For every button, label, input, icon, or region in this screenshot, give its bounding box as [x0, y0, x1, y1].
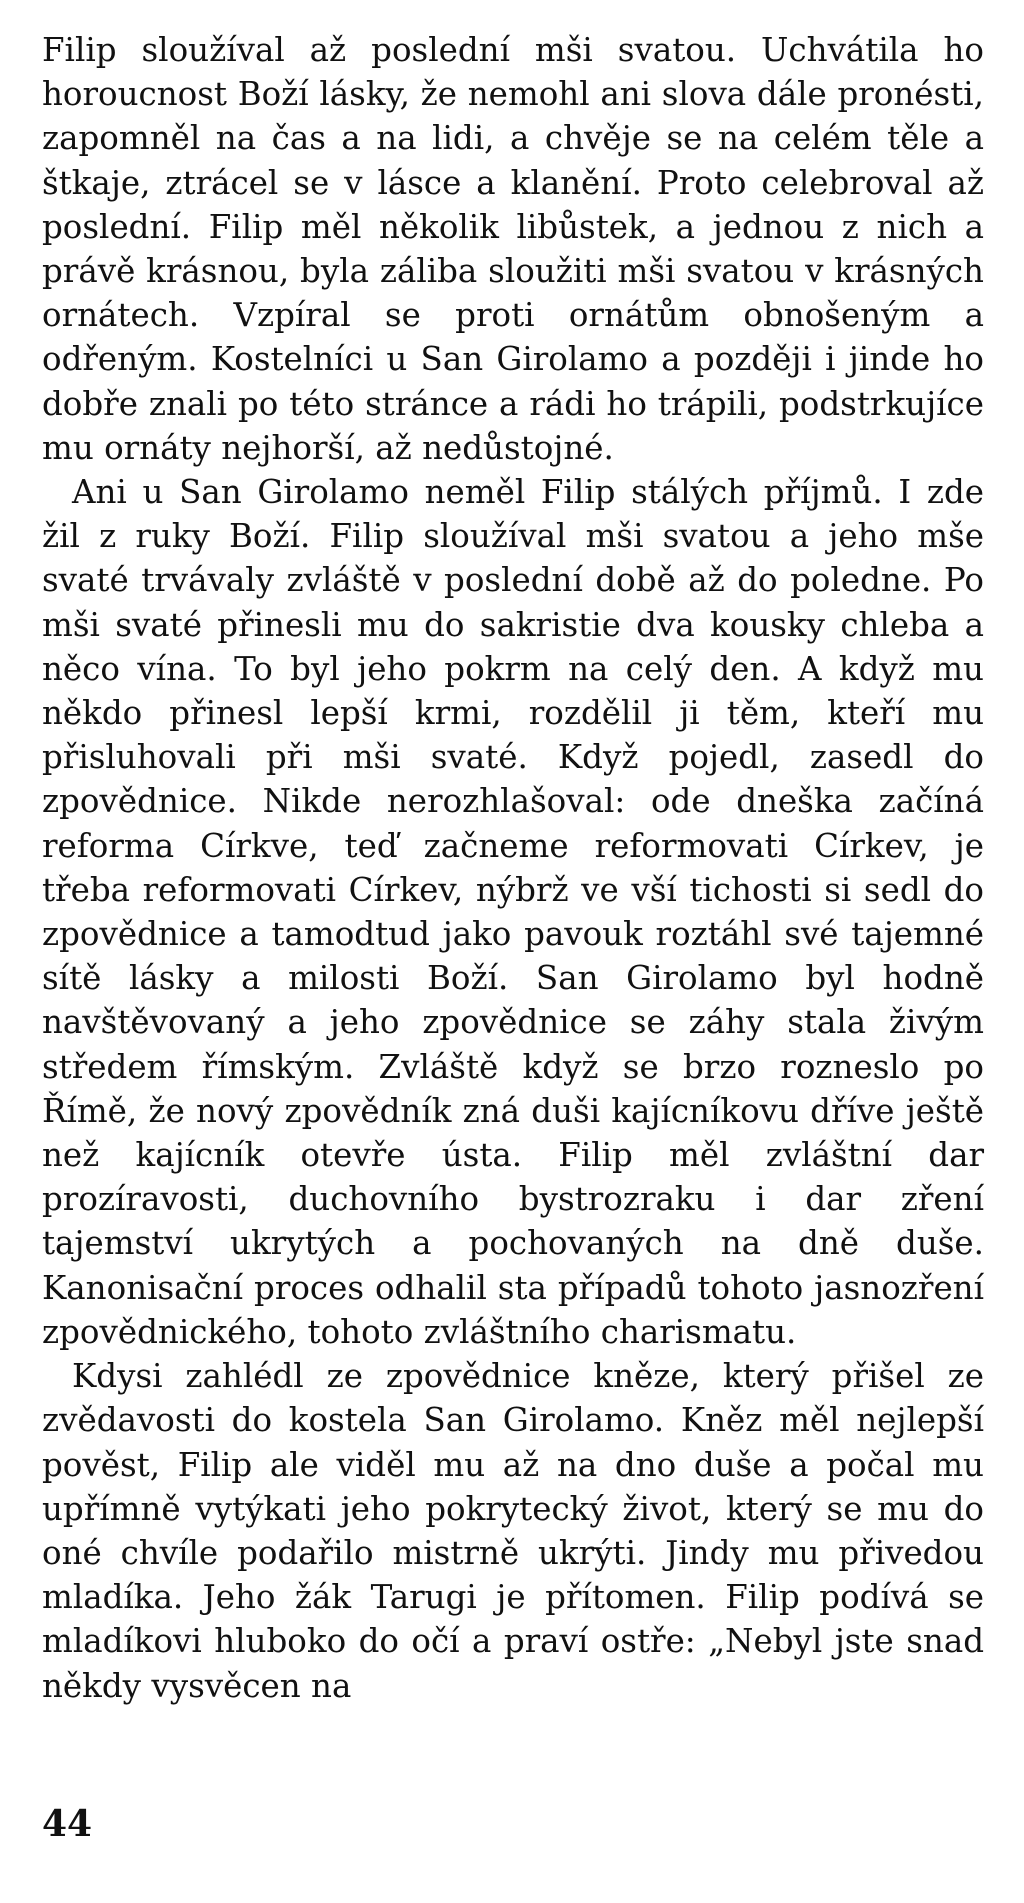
- body-text: [42, 28, 984, 1708]
- page-number: 44: [42, 1803, 93, 1845]
- paragraph-3: Kdysi zahlédl ze zpovědnice kněze, který přišel ze zvědavosti do kostela San Girolamo. Kněz měl nejlepší pověst, Filip ale viděl mu až na dno duše a počal mu upřímně vytýkati jeho pokrytecký život, který se mu do oné chvíle podařilo mistrně ukrýti. Jindy mu přivedou mladíka. Jeho žák Tarugi je přítomen. Filip podívá se mladíkovi hluboko do očí a praví ostře: „Nebyl jste snad někdy vysvěcen na: [42, 1357, 984, 1705]
- paragraph-1: Filip sloužíval až poslední mši svatou. Uchvátila ho horoucnost Boží lásky, že nemohl ani slova dále pronésti, zapomněl na čas a na lidi, a chvěje se na celém těle a štkaje, ztrácel se v lásce a klanění. Proto celebroval až poslední. Filip měl několik libůstek, a jednou z nich a právě krásnou, byla záliba sloužiti mši svatou v krásných ornátech. Vzpíral se proti ornátům obnošeným a odřeným. Kostelníci u San Girolamo a později i jinde ho dobře znali po této stránce a rádi ho trápili, podstrkujíce mu ornáty nejhorší, až nedůstojné.: [42, 31, 984, 467]
- paragraph-2: Ani u San Girolamo neměl Filip stálých příjmů. I zde žil z ruky Boží. Filip sloužíval mši svatou a jeho mše svaté trvávaly zvláště v poslední době až do poledne. Po mši svaté přinesli mu do sakristie dva kousky chleba a něco vína. To byl jeho pokrm na celý den. A když mu někdo přinesl lepší krmi, rozdělil ji těm, kteří mu přisluhovali při mši svaté. Když pojedl, zasedl do zpovědnice. Nikde nerozhlašoval: ode dneška začíná reforma Církve, teď začneme reformovati Církev, je třeba reformovati Církev, nýbrž ve vší tichosti si sedl do zpovědnice a tamodtud jako pavouk roztáhl své tajemné sítě lásky a milosti Boží. San Girolamo byl hodně navštěvovaný a jeho zpovědnice se záhy stala živým středem římským. Zvláště když se brzo rozneslo po Římě, že nový zpovědník zná duši kajícníkovu dříve ještě než kajícník otevře ústa. Filip měl zvláštní dar prozíravosti, duchovního bystrozraku i dar zření tajemství ukrytých a pochovaných na dně duše. Kanonisační proces odhalil sta případů tohoto jasnozření zpovědnického, tohoto zvláštního charismatu.: [42, 473, 984, 1351]
